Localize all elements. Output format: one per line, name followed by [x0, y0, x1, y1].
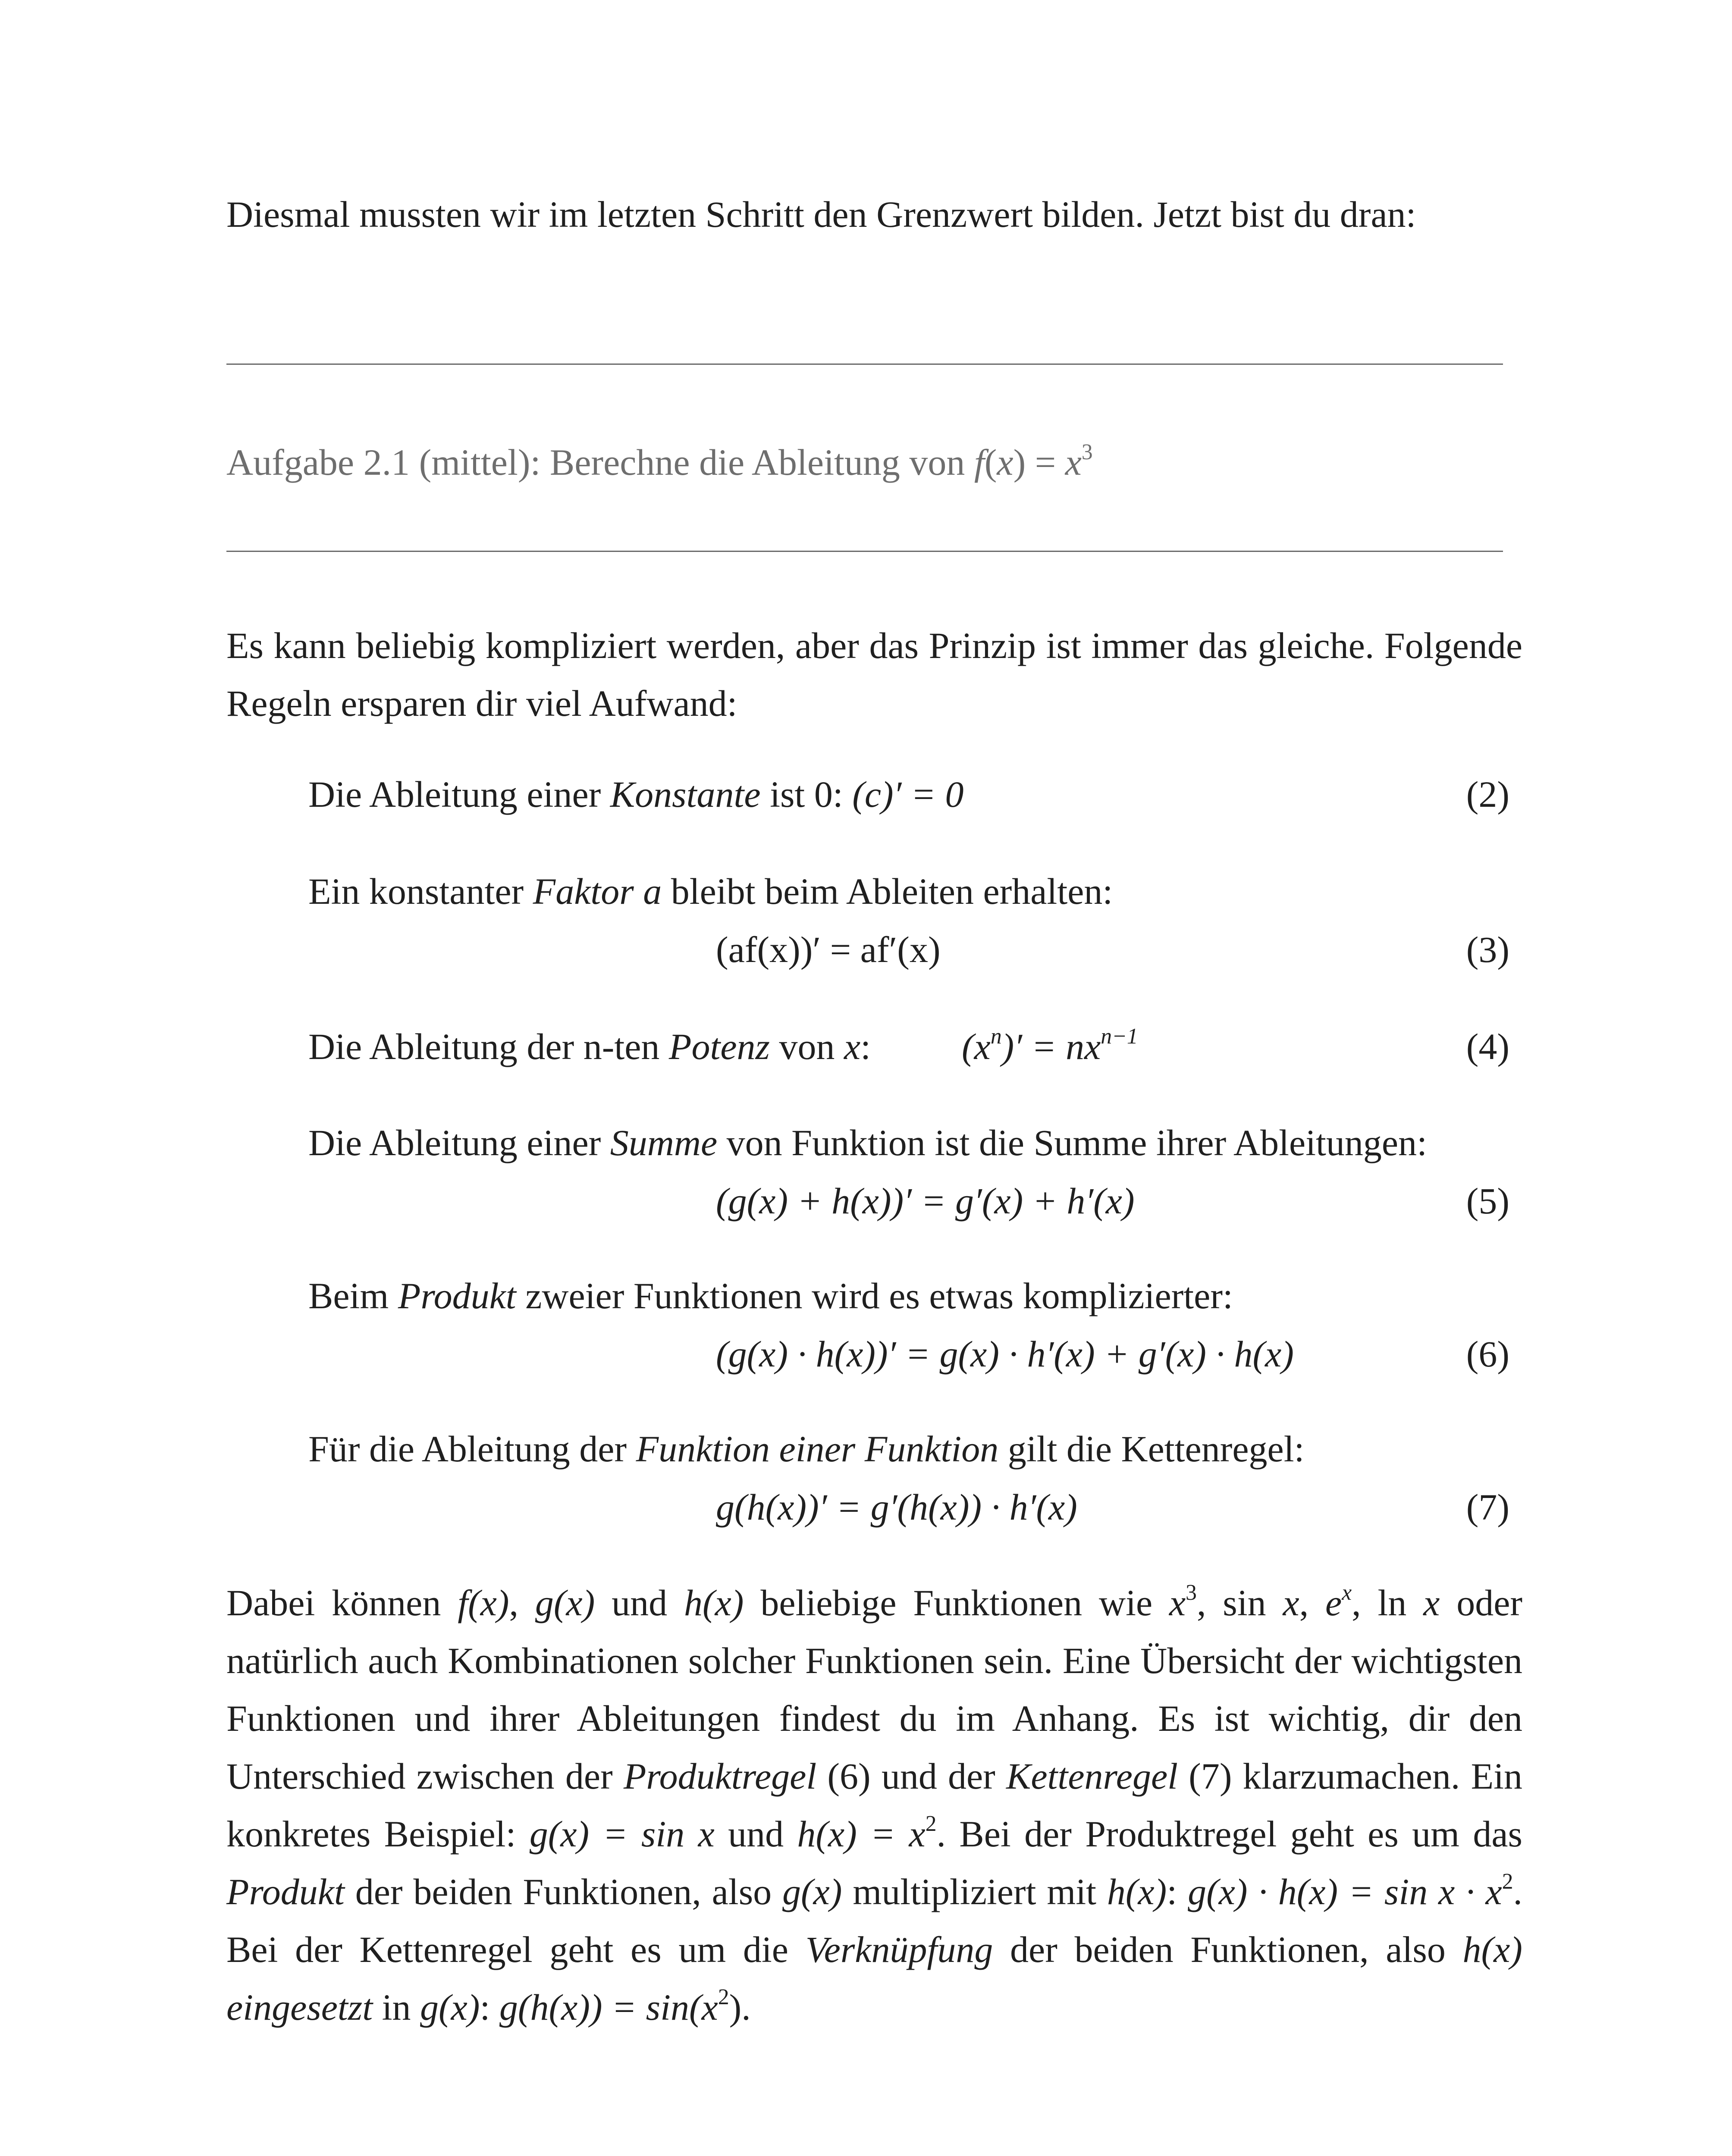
- rule-power: [308, 1018, 871, 1075]
- p3-s3: oder natürlich auch Kombinationen solcher Funktionen sein. Eine Übersicht der wichtigsten Funktionen und ihrer Ableitungen findest du im Anhang. Es ist wichtig, dir den Unterschied zwischen der: [226, 1582, 1523, 1797]
- p3-g: g(x): [535, 1582, 595, 1623]
- p3-s15: :: [480, 1987, 499, 2028]
- rules-intro-paragraph: Es kann beliebig kompliziert werden, aber das Prinzip ist immer das gleiche. Folgende Regeln ersparen dir viel Aufwand:: [226, 625, 1522, 724]
- p3-s11: . Bei der Kettenregel geht es um die: [226, 1871, 1522, 1970]
- exercise-label: Aufgabe 2.1 (mittel): Berechne die Ableitung von: [226, 442, 974, 483]
- p3-example-1: g(x) = sin x: [529, 1813, 715, 1855]
- p3-s14: in: [373, 1987, 420, 2028]
- exercise-exponent: 3: [1081, 439, 1093, 464]
- p3-g3: g(x): [420, 1987, 480, 2028]
- p3-h3: h(x): [1462, 1929, 1522, 1970]
- intro-paragraph: Diesmal mussten wir im letzten Schritt den Grenzwert bilden. Jetzt bist du dran:: [226, 194, 1416, 235]
- p3-s8: der beiden Funktionen, also: [344, 1871, 783, 1912]
- bottom-rule-line: [226, 551, 1503, 552]
- p3-h: h(x): [684, 1582, 744, 1623]
- p3-x3-exp: 3: [1186, 1580, 1197, 1605]
- rule-power-em: Potenz: [668, 1026, 770, 1067]
- p3-example-2: h(x) = x: [797, 1813, 926, 1855]
- p3-s6: und: [714, 1813, 797, 1855]
- p3-produkt: Produkt: [226, 1871, 345, 1912]
- p3-verknuepfung: Verknüpfung: [805, 1929, 993, 1970]
- equation-number-5: (5): [1466, 1180, 1509, 1222]
- explanation-paragraph: [226, 1574, 1522, 2036]
- equation-number-2: (2): [1466, 774, 1509, 815]
- exercise-2-1: [226, 433, 1093, 491]
- p3-example-4-exp: 2: [718, 1984, 729, 2009]
- p3-c3: ,: [1299, 1582, 1326, 1623]
- p3-s12: der beiden Funktionen, also: [993, 1929, 1463, 1970]
- power-mid: )′ = nx: [1001, 1026, 1101, 1067]
- rule-power-colon: :: [860, 1026, 871, 1067]
- rule-factor-em: Faktor a: [533, 871, 662, 912]
- p3-s10: :: [1167, 1871, 1188, 1912]
- p3-ln-x: x: [1423, 1582, 1440, 1623]
- formula-sum: (g(x) + h(x))′ = g′(x) + h′(x): [716, 1180, 1135, 1222]
- p3-und: und: [595, 1582, 684, 1623]
- equation-number-4: (4): [1466, 1026, 1509, 1067]
- rule-product-em: Produkt: [398, 1275, 516, 1316]
- p3-e-base: e: [1325, 1582, 1342, 1623]
- rule-power-post: von: [769, 1026, 844, 1067]
- rule-factor-post: bleibt beim Ableiten erhalten:: [662, 871, 1113, 912]
- p3-example-3-exp: 2: [1502, 1869, 1513, 1894]
- p3-c4: , ln: [1352, 1582, 1424, 1623]
- p3-produktregel: Produktregel: [623, 1755, 817, 1797]
- p3-f: f(x): [458, 1582, 509, 1623]
- formula-chain: g(h(x))′ = g′(h(x)) · h′(x): [716, 1486, 1077, 1528]
- rule-product-post: zweier Funktionen wird es etwas komplizierter:: [516, 1275, 1233, 1316]
- p3-kettenregel: Kettenregel: [1006, 1755, 1178, 1797]
- p3-example-2-exp: 2: [925, 1811, 937, 1836]
- p3-s7: . Bei der Produktregel geht es um das: [936, 1813, 1523, 1855]
- exercise-f: f: [974, 442, 985, 483]
- rule-product-text: Beim: [308, 1275, 398, 1316]
- rule-constant: [308, 765, 964, 823]
- equation-number-6: (6): [1466, 1333, 1509, 1375]
- rule-sum-em: Summe: [610, 1122, 718, 1163]
- power-base: (x: [962, 1026, 991, 1067]
- p3-s5: (7) klarzumachen. Ein konkretes Beispiel:: [226, 1755, 1523, 1855]
- top-rule-line: [226, 364, 1503, 365]
- p3-c1: ,: [509, 1582, 535, 1623]
- exercise-equals: =: [1026, 442, 1065, 483]
- p3-s4: (6) und der: [816, 1755, 1006, 1797]
- exercise-base: x: [1065, 442, 1082, 483]
- power-exponent: n−1: [1101, 1024, 1138, 1049]
- formula-power: [962, 1018, 1138, 1075]
- p3-example-4: g(h(x)) = sin(x: [499, 1987, 718, 2028]
- rule-factor-text: Ein konstanter: [308, 871, 533, 912]
- formula-factor: (af(x))′ = af′(x): [716, 929, 941, 970]
- rule-chain-text: Für die Ableitung der: [308, 1428, 636, 1470]
- rule-constant-em: Konstante: [610, 774, 761, 815]
- rule-product: [308, 1267, 1233, 1325]
- p3-eingesetzt: eingesetzt: [226, 1987, 373, 2028]
- rule-chain-em: Funktion einer Funktion: [636, 1428, 999, 1470]
- rule-chain-post: gilt die Kettenregel:: [998, 1428, 1305, 1470]
- p3-s9: multipliziert mit: [842, 1871, 1107, 1912]
- rule-constant-post: ist 0:: [760, 774, 853, 815]
- exercise-paren-open: (: [984, 442, 997, 483]
- rule-power-text: Die Ableitung der n-ten: [308, 1026, 669, 1067]
- equation-number-7: (7): [1466, 1486, 1509, 1528]
- p3-s2: beliebige Funktionen wie: [744, 1582, 1169, 1623]
- rule-sum-text: Die Ableitung einer: [308, 1122, 610, 1163]
- rule-constant-formula: (c)′ = 0: [852, 774, 964, 815]
- p3-h2: h(x): [1107, 1871, 1167, 1912]
- p3-g2: g(x): [782, 1871, 842, 1912]
- p3-example-3: g(x) · h(x) = sin x · x: [1188, 1871, 1502, 1912]
- exercise-paren-close: ): [1013, 442, 1026, 483]
- rule-chain: [308, 1420, 1305, 1478]
- rule-sum: [308, 1114, 1427, 1172]
- rule-sum-post: von Funktion ist die Summe ihrer Ableitungen:: [717, 1122, 1427, 1163]
- power-n: n: [990, 1024, 1002, 1049]
- p3-e-exp: x: [1342, 1580, 1352, 1605]
- formula-product: (g(x) · h(x))′ = g(x) · h′(x) + g′(x) · h(x): [716, 1333, 1294, 1375]
- rule-constant-text: Die Ableitung einer: [308, 774, 610, 815]
- rule-power-var: x: [844, 1026, 861, 1067]
- p3-c2: , sin: [1196, 1582, 1283, 1623]
- exercise-x: x: [997, 442, 1013, 483]
- p3-sin-x: x: [1283, 1582, 1299, 1623]
- p3-example-4-close: ).: [729, 1987, 751, 2028]
- rule-factor: [308, 862, 1113, 920]
- equation-number-3: (3): [1466, 929, 1509, 970]
- p3-x3-base: x: [1169, 1582, 1186, 1623]
- p3-s1: Dabei können: [226, 1582, 458, 1623]
